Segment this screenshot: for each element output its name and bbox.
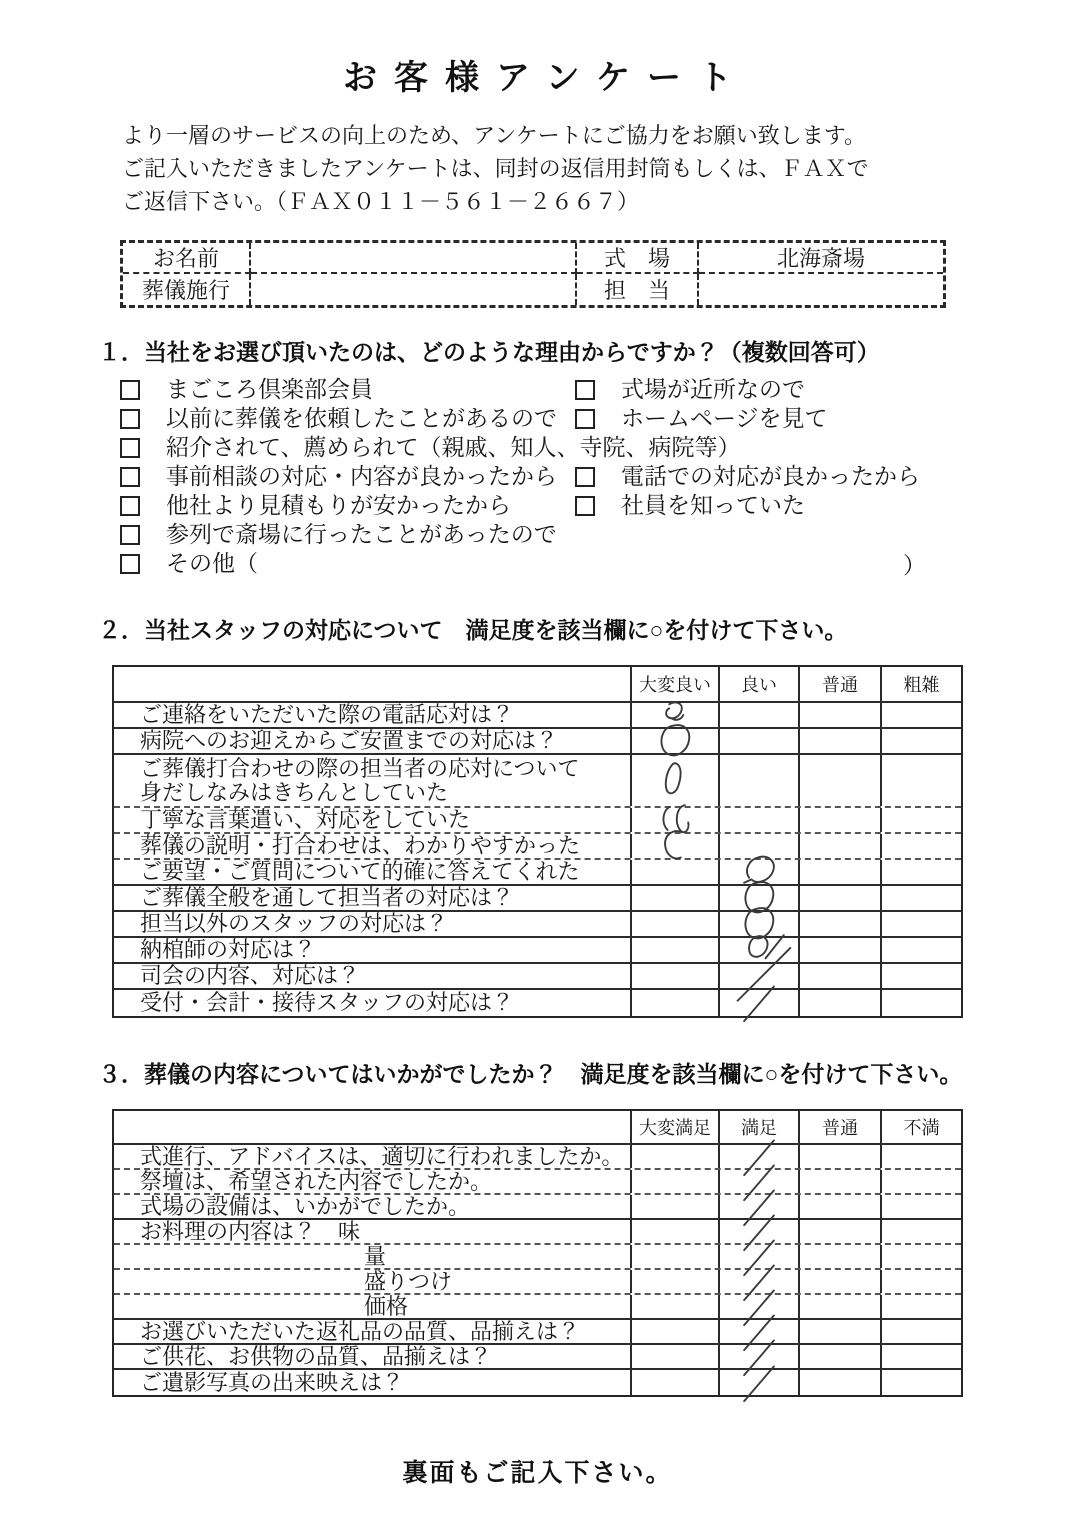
rating-cell: [882, 860, 961, 884]
rating-cell: [720, 703, 800, 727]
rating-header-cell: 不満: [903, 1118, 940, 1138]
question-label: 納棺師の対応は？: [114, 938, 632, 962]
question-label: 祭壇は、希望された内容でしたか。: [114, 1170, 632, 1193]
rating-cell: [882, 1295, 961, 1318]
survey-row: [114, 1170, 961, 1195]
reason-option-label: その他（: [166, 550, 258, 576]
form-title: お客様アンケート: [343, 59, 749, 97]
checkbox-icon: [120, 380, 140, 400]
rating-cell: [720, 1170, 800, 1193]
content-rating-table: [112, 1109, 963, 1397]
rating-cell: [720, 1295, 800, 1318]
reason-option-label: まごころ倶楽部会員: [166, 376, 373, 402]
rating-cell: [720, 1220, 800, 1243]
rating-cell: [720, 729, 800, 753]
rating-cell: [720, 990, 800, 1016]
reason-option-label: 以前に葬儀を依頼したことがあるので: [166, 405, 557, 431]
reason-options: [120, 375, 930, 578]
rating-cell: [882, 1220, 961, 1243]
rating-cell: [800, 1270, 882, 1293]
rating-cell: [800, 860, 882, 884]
rating-cell: [632, 755, 720, 806]
rating-cell: [800, 1195, 882, 1218]
question-label: 価格: [114, 1295, 632, 1318]
survey-row: [114, 1145, 961, 1170]
question-label: ご要望・ご質問について的確に答えてくれた: [114, 860, 632, 884]
question-label: ご遺影写真の出来映えは？: [114, 1370, 632, 1395]
survey-row: [114, 990, 961, 1016]
rating-cell: [800, 808, 882, 832]
rating-cell: [800, 1145, 882, 1168]
rating-cell: [882, 1270, 961, 1293]
rating-cell: [800, 1345, 882, 1368]
footer-note: 裏面もご記入下さい。: [402, 1459, 673, 1487]
rating-cell: [632, 1220, 720, 1243]
rating-cell: [800, 886, 882, 910]
rating-cell: [632, 703, 720, 727]
rating-cell: [882, 1145, 961, 1168]
rating-cell: [632, 1370, 720, 1395]
name-value: [251, 243, 577, 274]
checkbox-icon: [120, 496, 140, 516]
rating-cell: [882, 886, 961, 910]
rating-cell: [800, 964, 882, 988]
question-label: お選びいただいた返礼品の品質、品揃えは？: [114, 1320, 632, 1343]
checkbox-icon: [120, 467, 140, 487]
rating-header-cell: 普通: [800, 1111, 882, 1143]
rating-cell: [720, 1270, 800, 1293]
rating-cell: [720, 938, 800, 962]
rating-cell: [882, 1170, 961, 1193]
rating-cell: [882, 703, 961, 727]
rating-header-cell: 大変満足: [632, 1111, 720, 1143]
question-label: 受付・会計・接待スタッフの対応は？: [114, 990, 632, 1016]
reason-option-row: [120, 375, 930, 404]
rating-cell: [632, 912, 720, 936]
rating-cell: [800, 1245, 882, 1268]
rating-cell: [882, 834, 961, 858]
rating-header-cell: 満足: [720, 1111, 800, 1143]
survey-row: [114, 703, 961, 729]
checkbox-icon: [120, 525, 140, 545]
rating-cell: [800, 729, 882, 753]
rating-cell: [800, 1370, 882, 1395]
rating-cell: [800, 834, 882, 858]
rating-cell: [720, 755, 800, 806]
intro-paragraph: [122, 119, 932, 218]
close-paren: ）: [903, 552, 926, 578]
rating-cell: [882, 938, 961, 962]
survey-row: [114, 808, 961, 834]
question-label: ご葬儀打合わせの際の担当者の応対について 身だしなみはきちんとしていた: [114, 755, 632, 806]
survey-row: [114, 1270, 961, 1295]
question-label: 式進行、アドバイスは、適切に行われましたか。: [114, 1145, 632, 1168]
reason-option-label: 社員を知っていた: [621, 492, 805, 518]
reason-option-row: [120, 491, 930, 520]
rating-cell: [632, 1270, 720, 1293]
rating-cell: [720, 964, 800, 988]
rating-cell: [720, 1320, 800, 1343]
rating-cell: [800, 990, 882, 1016]
reason-option-label: 他社より見積もりが安かったから: [166, 492, 511, 518]
checkbox-icon: [575, 380, 595, 400]
rating-cell: [800, 755, 882, 806]
reason-option-label: 電話での対応が良かったから: [621, 463, 920, 489]
rating-cell: [632, 990, 720, 1016]
rating-cell: [632, 808, 720, 832]
reason-option-label: 紹介されて、薦められて（親戚、知人、寺院、病院等）: [166, 434, 741, 460]
survey-row: [114, 912, 961, 938]
table-header-row: [114, 667, 961, 703]
rating-cell: [632, 1170, 720, 1193]
rating-cell: [720, 1370, 800, 1395]
rating-cell: [632, 1195, 720, 1218]
question-label: お料理の内容は？ 味: [114, 1220, 632, 1243]
rating-cell: [800, 1320, 882, 1343]
rating-cell: [800, 1220, 882, 1243]
rating-cell: [882, 1345, 961, 1368]
rating-header-cell: 普通: [800, 667, 882, 701]
reason-option-label: ホームページを見て: [621, 405, 828, 431]
question-label: 丁寧な言葉遣い、対応をしていた: [114, 808, 632, 832]
rating-cell: [720, 1245, 800, 1268]
survey-row: [114, 1370, 961, 1395]
staff-value: [699, 274, 943, 305]
question-label: 担当以外のスタッフの対応は？: [114, 912, 632, 936]
rating-cell: [632, 860, 720, 884]
rating-cell: [882, 729, 961, 753]
intro-line: ご記入いただきましたアンケートは、同封の返信用封筒もしくは、ＦＡＸで: [122, 156, 869, 181]
question-2-heading: ２．当社スタッフの対応について 満足度を該当欄に○を付けて下さい。: [98, 617, 848, 643]
rating-header-cell: 粗雑: [903, 675, 940, 695]
question-column-header: [114, 1111, 632, 1143]
reason-option-row: [120, 462, 930, 491]
question-label: ご供花、お供物の品質、品揃えは？: [114, 1345, 632, 1368]
rating-cell: [632, 1245, 720, 1268]
question-3-heading: ３．葬儀の内容についてはいかがでしたか？ 満足度を該当欄に○を付けて下さい。: [98, 1061, 963, 1087]
question-label: ご葬儀全般を通して担当者の対応は？: [114, 886, 632, 910]
rating-cell: [632, 1295, 720, 1318]
reason-option-row: [120, 520, 930, 549]
checkbox-icon: [575, 409, 595, 429]
rating-cell: [800, 703, 882, 727]
rating-cell: [882, 1370, 961, 1395]
rating-cell: [632, 1320, 720, 1343]
rating-cell: [882, 808, 961, 832]
handwritten-oval-mark: [642, 758, 708, 804]
reason-option-label: 参列で斎場に行ったことがあったので: [166, 521, 557, 547]
question-label: 司会の内容、対応は？: [114, 964, 632, 988]
survey-row: [114, 938, 961, 964]
rating-header-cell: 大変良い: [632, 667, 720, 701]
rating-cell: [800, 1170, 882, 1193]
rating-cell: [800, 1295, 882, 1318]
question-label: 式場の設備は、いかがでしたか。: [114, 1195, 632, 1218]
question-label: 病院へのお迎えからご安置までの対応は？: [114, 729, 632, 753]
survey-row: [114, 1345, 961, 1370]
staff-rating-table: [112, 665, 963, 1018]
rating-cell: [632, 1145, 720, 1168]
reason-option-row: [120, 404, 930, 433]
rating-cell: [632, 964, 720, 988]
survey-row: [114, 1220, 961, 1245]
venue-label: 式 場: [577, 243, 699, 274]
checkbox-icon: [575, 467, 595, 487]
name-label: お名前: [123, 243, 251, 274]
rating-cell: [800, 938, 882, 962]
rating-cell: [720, 860, 800, 884]
reason-option-row: [120, 433, 930, 462]
survey-row: [114, 729, 961, 755]
checkbox-icon: [120, 409, 140, 429]
rating-cell: [882, 990, 961, 1016]
survey-row: [114, 1195, 961, 1220]
rating-cell: [632, 729, 720, 753]
rating-cell: [882, 1320, 961, 1343]
rating-cell: [720, 1145, 800, 1168]
survey-row: [114, 886, 961, 912]
survey-row: [114, 964, 961, 990]
rating-cell: [720, 808, 800, 832]
survey-row: [114, 1295, 961, 1320]
checkbox-icon: [575, 496, 595, 516]
rating-cell: [882, 755, 961, 806]
rating-cell: [882, 912, 961, 936]
rating-cell: [800, 912, 882, 936]
table-header-row: [114, 1111, 961, 1145]
info-box: [120, 240, 946, 308]
question-1-heading: １．当社をお選び頂いたのは、どのような理由からですか？（複数回答可）: [98, 339, 880, 365]
reason-option-row: [120, 549, 930, 578]
rating-cell: [720, 1345, 800, 1368]
intro-line: より一層のサービスの向上のため、アンケートにご協力をお願い致します。: [122, 123, 867, 148]
question-label: 盛りつけ: [114, 1270, 632, 1293]
venue-value: 北海斎場: [699, 243, 943, 274]
staff-label: 担 当: [577, 274, 699, 305]
survey-row: [114, 1320, 961, 1345]
rating-cell: [720, 912, 800, 936]
rating-cell: [720, 886, 800, 910]
question-column-header: [114, 667, 632, 701]
rating-cell: [720, 834, 800, 858]
rating-header-cell: 良い: [720, 667, 800, 701]
question-label: ご連絡をいただいた際の電話応対は？: [114, 703, 632, 727]
checkbox-icon: [120, 438, 140, 458]
reason-option-label: 式場が近所なので: [621, 376, 805, 402]
survey-row: [114, 1245, 961, 1270]
intro-line: ご返信下さい。（ＦＡＸ０１１－５６１－２６６７）: [122, 189, 640, 214]
rating-cell: [882, 964, 961, 988]
checkbox-icon: [120, 554, 140, 574]
question-label: 量: [114, 1245, 632, 1268]
rating-cell: [632, 886, 720, 910]
question-label: 葬儀の説明・打合わせは、わかりやすかった: [114, 834, 632, 858]
rating-cell: [632, 1345, 720, 1368]
reason-option-label: 事前相談の対応・内容が良かったから: [166, 463, 557, 489]
rating-cell: [720, 1195, 800, 1218]
rating-cell: [882, 1195, 961, 1218]
funeral-label: 葬儀施行: [123, 274, 251, 305]
survey-row: [114, 834, 961, 860]
rating-cell: [632, 938, 720, 962]
survey-row: [114, 860, 961, 886]
survey-row: [114, 755, 961, 808]
rating-cell: [882, 1245, 961, 1268]
funeral-value: [251, 274, 577, 305]
rating-cell: [632, 834, 720, 858]
